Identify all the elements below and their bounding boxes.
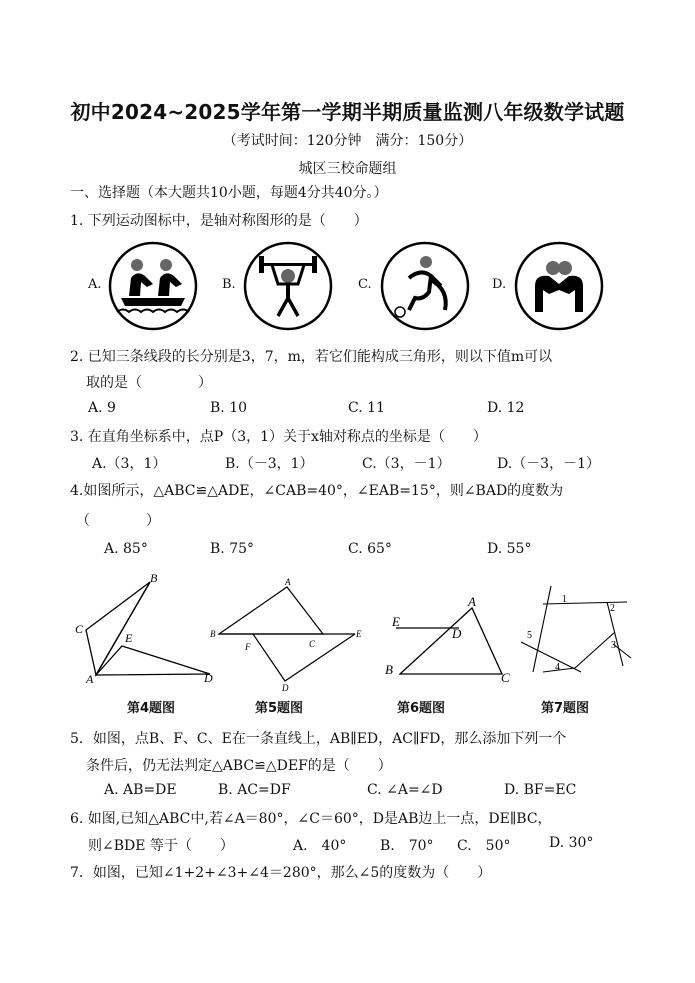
fig6-label-c: C [501,670,510,685]
q4-option-a: A. 85° [104,541,148,557]
fig4-label-c: C [75,622,84,636]
question-2-line2: 取的是（ ） [86,375,212,391]
q6-option-c: C. 50° [457,838,511,854]
q1-label-c: C. [358,277,372,292]
question-6-line1: 6. 如图,已知△ABC中,若∠A＝80°，∠C＝60°，D是AB边上一点，DE∥BC， [70,811,552,827]
author-group: 城区三校命题组 [298,161,397,177]
q1-label-a: A. [88,277,102,292]
fig5-label-a: A [285,577,291,587]
fig6-label-b: B [385,662,393,677]
fig5-label-b: B [210,629,216,639]
fig6-label-d: D [452,626,462,641]
q2-option-d: D. 12 [487,400,525,416]
figure-7-caption: 第7题图 [541,701,590,716]
fig4-label-e: E [125,631,133,645]
section-heading: 一、选择题（本大题共10小题，每题4分共40分。） [70,185,388,201]
fig5-label-f: F [245,642,251,652]
fig5-label-c: C [309,639,316,649]
fig7-label-4: 4 [555,662,560,673]
figure-5-caption: 第5题图 [255,701,304,716]
q4-option-d: D. 55° [487,541,532,557]
wrestling-icon [513,240,605,332]
figure-7 [515,582,633,692]
rowing-icon [107,240,199,332]
question-7-text: 7．如图，已知∠1+2+∠3+∠4＝280°，那么∠5的度数为（ ） [70,865,492,881]
q2-option-a: A. 9 [88,400,116,416]
q2-option-c: C. 11 [348,400,385,416]
q4-option-c: C. 65° [348,541,392,557]
figure-6 [382,590,522,690]
exam-info: （考试时间：120分钟 满分：150分） [222,133,473,149]
q4-option-b: B. 75° [210,541,255,557]
fig4-label-b: B [150,571,158,585]
soccer-icon [379,240,471,332]
fig7-label-5: 5 [527,630,532,641]
q3-option-c: C.（3，－1） [362,456,451,472]
figure-5 [205,575,365,695]
q3-option-d: D.（－3，－1） [497,456,600,472]
figure-6-caption: 第6题图 [397,701,446,716]
q5-option-b: B. AC=DF [218,782,291,798]
fig6-label-e: E [392,614,400,629]
fig6-label-a: A [468,594,476,609]
page-title: 初中2024~2025学年第一学期半期质量监测八年级数学试题 [70,100,625,124]
q3-option-b: B.（－3，1） [225,456,314,472]
question-6-line2: 则∠BDE 等于（ ） [88,838,234,854]
question-3-text: 3. 在直角坐标系中，点P（3，1）关于x轴对称点的坐标是（ ） [70,429,487,445]
question-5-line1: 5．如图，点B、F、C、E在一条直线上，AB∥ED，AC∥FD，那么添加下列一个 [70,731,567,747]
question-1-text: 1. 下列运动图标中，是轴对称图形的是（ ） [70,213,368,229]
fig7-label-1: 1 [562,594,567,605]
figure-4 [72,570,222,685]
q6-option-a: A. 40° [293,838,347,854]
q5-option-d: D. BF=EC [504,782,577,798]
question-4-line1: 4.如图所示，△ABC≌△ADE，∠CAB=40°，∠EAB=15°，则∠BAD的度数为 [70,483,564,499]
fig4-label-d: D [204,671,213,685]
question-4-line2: （ ） [76,513,160,529]
question-2-line1: 2. 已知三条线段的长分别是3，7，m，若它们能构成三角形，则以下值m可以 [70,349,553,365]
q6-option-b: B. 70° [380,838,434,854]
q3-option-a: A.（3，1） [92,456,167,472]
fig5-label-d: D [282,683,289,693]
fig5-label-e: E [356,629,362,639]
q6-option-d: D. 30° [549,835,594,851]
weightlifting-icon [242,240,334,332]
q2-option-b: B. 10 [210,400,248,416]
fig7-label-3: 3 [611,640,616,651]
q1-label-b: B. [222,277,236,292]
fig7-label-2: 2 [610,603,615,614]
q1-label-d: D. [492,277,507,292]
question-5-line2: 条件后，仍无法判定△ABC≌△DEF的是（ ） [86,758,392,774]
q5-option-a: A. AB=DE [104,782,177,798]
fig4-label-a: A [86,672,94,685]
q5-option-c: C. ∠A=∠D [367,782,443,798]
figure-4-caption: 第4题图 [127,701,176,716]
